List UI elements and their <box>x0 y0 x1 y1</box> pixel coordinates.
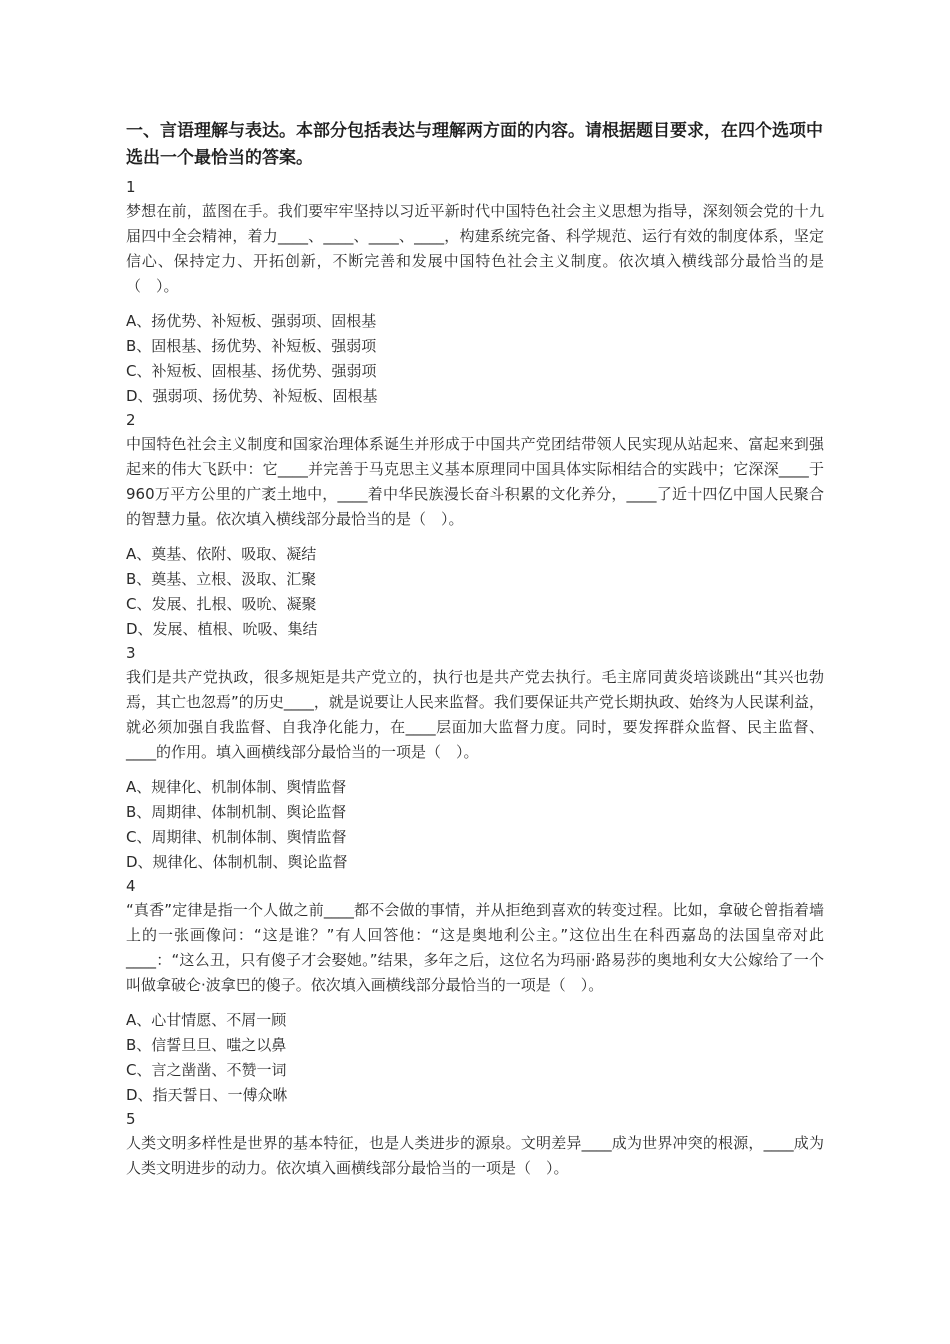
question-number: 4 <box>126 877 136 895</box>
option-b: B、奠基、立根、汲取、汇聚 <box>126 570 317 588</box>
question-2 <box>126 409 824 642</box>
question-stem: 我们是共产党执政，很多规矩是共产党立的，执行也是共产党去执行。毛主席同黄炎培谈跳出“其兴也勃焉，其亡也忽焉”的历史____，就是说要让人民来监督。我们要保证共产党长期执政、始终为人民谋利益，就必须加强自我监督、自我净化能力，在____层面加大监督力度。同时，要发挥群众监督、民主监督、____的作用。填入画横线部分最恰当的一项是（ ）。 <box>126 668 824 761</box>
question-number: 2 <box>126 411 136 429</box>
question-stem: 梦想在前，蓝图在手。我们要牢牢坚持以习近平新时代中国特色社会主义思想为指导，深刻领会党的十九届四中全会精神，着力____、____、____、____，构建系统完备、科学规范、运行有效的制度体系，坚定信心、保持定力、开拓创新，不断完善和发展中国特色社会主义制度。依次填入横线部分最恰当的是（ ）。 <box>126 202 824 295</box>
question-number: 5 <box>126 1110 136 1128</box>
option-a: A、规律化、机制体制、舆情监督 <box>126 778 347 796</box>
option-c: C、周期律、机制体制、舆情监督 <box>126 828 347 846</box>
question-3 <box>126 642 824 875</box>
option-c: C、言之凿凿、不赞一词 <box>126 1061 287 1079</box>
option-list <box>126 775 824 875</box>
option-a: A、奠基、依附、吸取、凝结 <box>126 545 317 563</box>
option-c: C、发展、扎根、吸吮、凝聚 <box>126 595 317 613</box>
option-b: B、信誓旦旦、嗤之以鼻 <box>126 1036 287 1054</box>
option-list <box>126 542 824 642</box>
option-d: D、发展、植根、吮吸、集结 <box>126 620 318 638</box>
option-c: C、补短板、固根基、扬优势、强弱项 <box>126 362 377 380</box>
question-stem: 人类文明多样性是世界的基本特征，也是人类进步的源泉。文明差异____成为世界冲突的根源，____成为人类文明进步的动力。依次填入画横线部分最恰当的一项是（ ）。 <box>126 1134 824 1177</box>
option-b: B、周期律、体制机制、舆论监督 <box>126 803 347 821</box>
question-5 <box>126 1108 824 1181</box>
option-d: D、规律化、体制机制、舆论监督 <box>126 853 348 871</box>
question-stem: “真香”定律是指一个人做之前____都不会做的事情，并从拒绝到喜欢的转变过程。比如，拿破仑曾指着墙上的一张画像问：“这是谁？”有人回答他：“这是奥地利公主。”这位出生在科西嘉岛的法国皇帝对此____：“这么丑，只有傻子才会娶她。”结果，多年之后，这位名为玛丽·路易莎的奥地利女大公嫁给了一个叫做拿破仑·波拿巴的傻子。依次填入画横线部分最恰当的一项是（ ）。 <box>126 901 824 994</box>
question-number: 3 <box>126 644 136 662</box>
option-a: A、心甘情愿、不屑一顾 <box>126 1011 287 1029</box>
question-number: 1 <box>126 178 136 196</box>
option-list <box>126 309 824 409</box>
option-d: D、指天誓日、一傅众咻 <box>126 1086 288 1104</box>
question-stem: 中国特色社会主义制度和国家治理体系诞生并形成于中国共产党团结带领人民实现从站起来、富起来到强起来的伟大飞跃中：它____并完善于马克思主义基本原理同中国具体实际相结合的实践中；它深深____于960万平方公里的广袤土地中，____着中华民族漫长奋斗积累的文化养分，____了近十四亿中国人民聚合的智慧力量。依次填入横线部分最恰当的是（ ）。 <box>126 435 824 528</box>
option-d: D、强弱项、扬优势、补短板、固根基 <box>126 387 378 405</box>
question-4 <box>126 875 824 1108</box>
section-heading: 一、言语理解与表达。本部分包括表达与理解两方面的内容。请根据题目要求，在四个选项中选出一个最恰当的答案。 <box>126 121 823 168</box>
question-1 <box>126 176 824 409</box>
option-a: A、扬优势、补短板、强弱项、固根基 <box>126 312 377 330</box>
option-b: B、固根基、扬优势、补短板、强弱项 <box>126 337 377 355</box>
option-list <box>126 1008 824 1108</box>
